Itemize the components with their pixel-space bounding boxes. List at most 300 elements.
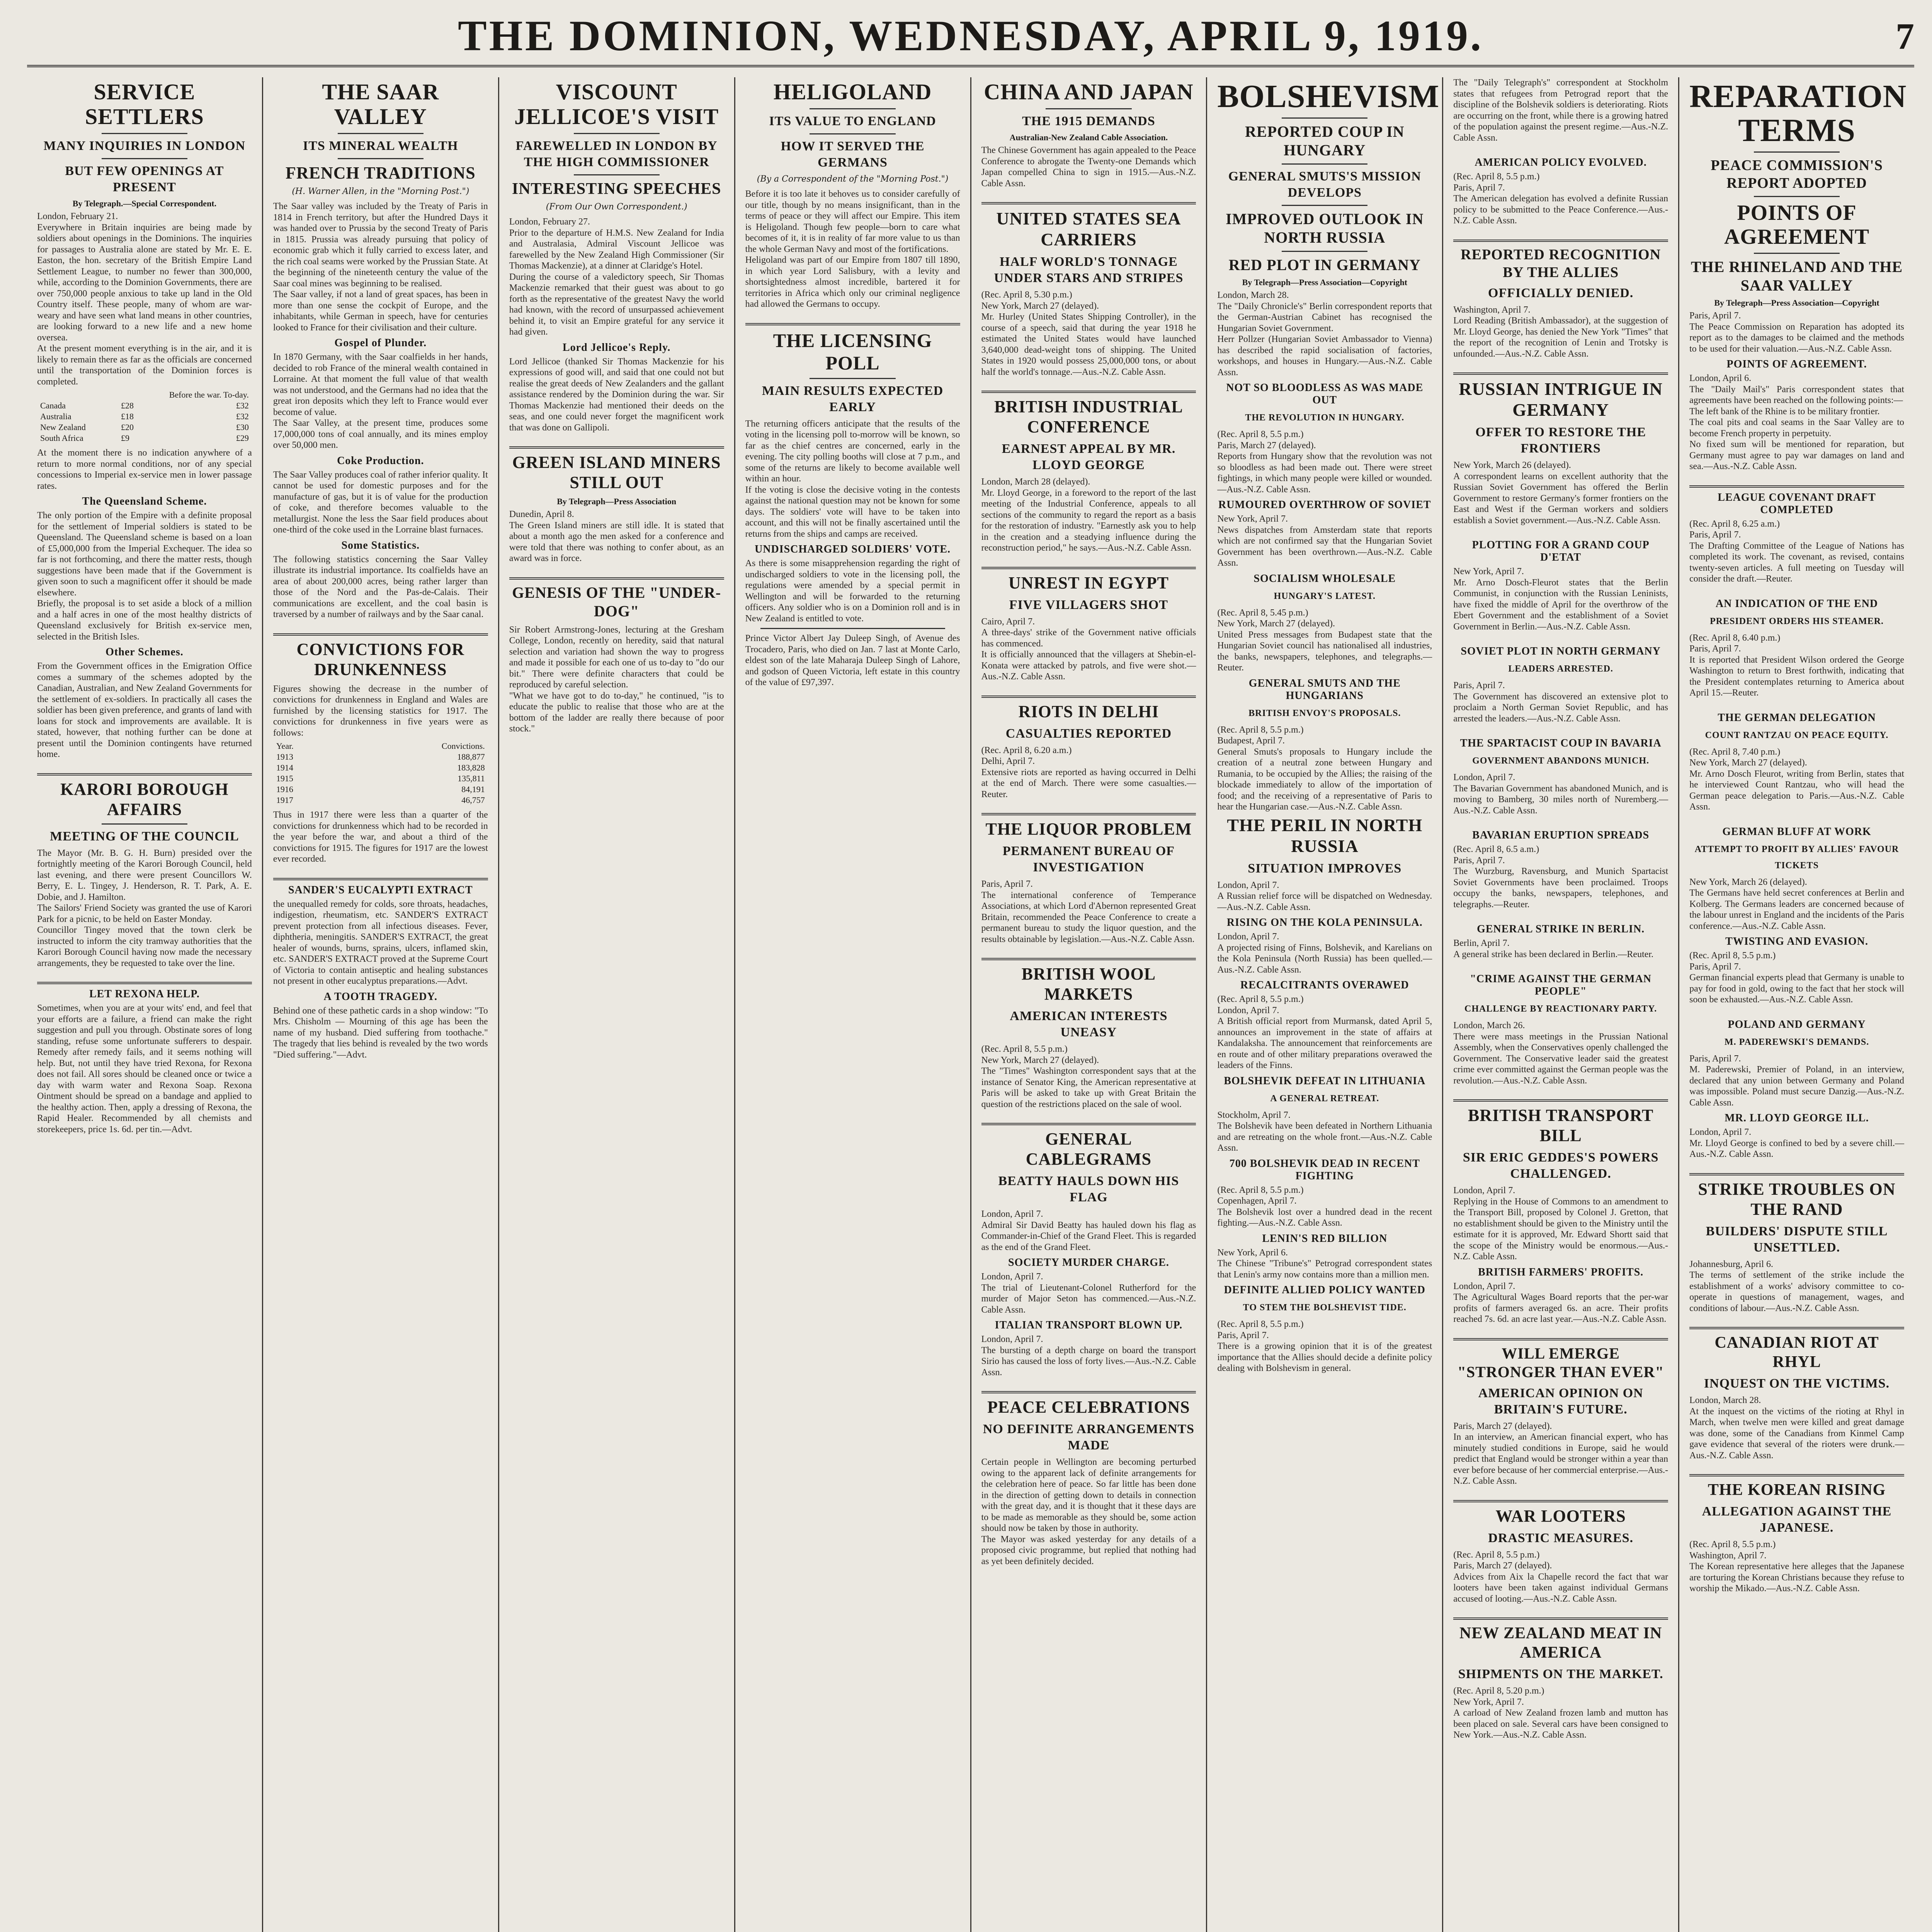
article-industrial-conference [981,397,1196,554]
article-body: (Rec. April 8, 5.5 p.m.) Paris, April 7. The American delegation has evolved a definite Russian policy to be submitted to the Peace Conference.—Aus.-N.Z. Cable Assn. [1453,172,1668,226]
table-cell: 1916 [276,784,293,794]
article-divider [1689,1474,1904,1476]
article-egypt [981,573,1196,682]
table-cell: £18 [121,412,134,421]
rule [574,133,660,134]
article-divider [509,446,724,449]
subheadline: HALF WORLD'S TONNAGE UNDER STARS AND STRIPES [994,255,1184,285]
article-body: (Rec. April 8, 5.5 p.m.) Paris, April 7. German financial experts plead that Germany is unable to pay for food in gold, owing to the fact that her stock will soon be exhausted.—Aus.-N.Z. Cable Assn. [1689,951,1904,1005]
article-poland [1689,1019,1904,1160]
article-body: Johannesburg, April 6. The terms of settlement of the strike include the establishment of a works' advisory committee to co-operate in questions of management, wages, and conditions of labour.—Aus.-N.Z. Cable Assn. [1689,1259,1904,1313]
convictions-table [273,741,488,806]
table-cell: £28 [121,401,134,410]
subheadline: AMERICAN OPINION ON BRITAIN'S FUTURE. [1478,1386,1643,1417]
table-cell: Australia [40,412,71,421]
subheadline: ITS MINERAL WEALTH [303,139,458,153]
article-sea-carriers [981,208,1196,378]
article-divider [1453,1500,1668,1502]
article-divider [1453,1338,1668,1340]
article-reparation [1689,78,1907,472]
headline: REPORTED RECOGNITION BY THE ALLIES [1461,246,1661,281]
table-header-cell: Before the war. To-day. [169,390,249,400]
article-body: The Chinese Government has again appealed to the Peace Conference to abrogate the Twenty-one Demands which Japan compelled China to sign in 1915.—Aus.-N.Z. Cable Assn. [981,145,1199,189]
section-heading: THE SPARTACIST COUP IN BAVARIA [1460,737,1662,749]
subheadline: ALLEGATION AGAINST THE JAPANESE. [1702,1504,1892,1535]
rule [574,174,660,175]
article-body: Paris, March 27 (delayed). In an interview, an American financial expert, who has minutely studied conditions in Europe, said he would predict that England would be stronger within a year than ever before because of her commercial enterprise.—Aus.-N.Z. Cable Assn. [1453,1421,1668,1486]
headline: RUSSIAN INTRIGUE IN GERMANY [1459,379,1663,420]
headline: BOLSHEVISM [1217,78,1440,114]
article-body: (Rec. April 8, 6.5 a.m.) Paris, April 7. The Wurzburg, Ravensburg, and Munich Spartacist Soviet Governments have been proclaimed. Troops occupy the banks, newspapers, telephones, and telegraphs.—Reuter. [1453,844,1668,910]
article-body: Paris, April 7. The Government has discovered an extensive plot to proclaim a North German Soviet Republic, and has arrested the leaders.—Aus.-N.Z. Cable Assn. [1453,680,1668,724]
rule [1754,151,1840,153]
article-body: From the Government offices in the Emigration Office comes a summary of the schemes adopted by the Canadian, Australian, and New Zealand Governments for the settlement of ex-soldiers. In practically all cases the soldier has been given preference, and grants of land with loans for stock and improvements are available. It is stated, however, that nothing further can be done at present until the Dominion contingents have returned home. [37,661,254,759]
headline: RIOTS IN DELHI [1018,702,1159,721]
headline: STRIKE TROUBLES ON THE RAND [1698,1179,1896,1219]
article-body: New York, April 6. The Chinese "Tribune's" Petrograd correspondent states that Lenin's army now contains more than a million men. [1217,1247,1432,1280]
article-under-dog [509,583,724,735]
rule [810,108,895,109]
section-heading: Gospel of Plunder. [334,337,427,349]
subheadline: OFFICIALLY DENIED. [1488,286,1634,300]
subheadline: A GENERAL RETREAT. [1270,1093,1379,1104]
byline: (H. Warner Allen, in the "Morning Post.") [292,187,469,196]
article-body: Paris, April 7. The Peace Commission on Reparation has adopted its report as to the damages to be claimed and the methods to be used for their valuation.—Aus.-N.Z. Cable Assn. [1689,311,1904,354]
section-heading: LENIN'S RED BILLION [1262,1232,1388,1245]
table-cell: Canada [40,401,66,410]
article-liquor [981,819,1196,945]
table-row [37,411,252,422]
article-body: Sir Robert Armstrong-Jones, lecturing at the Gresham College, London, recently on heredity, said that natural selection and variation had shown the way to progress and made it possible for each one of us to-day to "do our bit." There were definite characters that could be reproduced by careful selection. "What we have got to do to-day," he continued, "is to educate the public to realise that those who are at the bottom of the ladder are really there because of poor stock." [509,624,724,734]
article-divider [273,878,488,880]
article-body: London, April 7. The bursting of a depth charge on board the transport Sirio has caused the loss of forty lives.—Aus.-N.Z. Cable Assn. [981,1334,1196,1378]
subheadline: PERMANENT BUREAU OF INVESTIGATION [1002,844,1175,874]
section-heading: Some Statistics. [341,539,420,551]
article-bolshevism [1217,78,1440,1374]
section-heading: NOT SO BLOODLESS AS WAS MADE OUT [1226,382,1423,406]
credit-line: By Telegraph—Press Association—Copyright [1242,277,1408,287]
article-service-settlers [37,80,252,760]
article-divider [981,1123,1196,1125]
subheadline: AMERICAN INTERESTS UNEASY [1010,1009,1168,1039]
subheadline: COUNT RANTZAU ON PEACE EQUITY. [1705,730,1889,740]
article-german-delegation [1689,712,1904,813]
subheadline: BRITISH ENVOY'S PROPOSALS. [1248,708,1401,718]
article-green-island [509,452,724,564]
page-columns [27,77,1914,1932]
article-divider [1689,1327,1904,1329]
article-body: New York, April 7. News dispatches from Amsterdam state that reports which are not confirmed say that the Hungarian Soviet Government has been overthrown.—Aus.-N.Z. Cable Assn. [1217,514,1432,568]
rule [338,158,423,159]
headline: GENERAL CABLEGRAMS [1026,1129,1152,1168]
section-heading: SOVIET PLOT IN NORTH GERMANY [1461,645,1661,657]
table-header-row [273,741,488,752]
column-1 [27,77,262,1932]
rule [810,378,895,379]
article-body: London, March 28 (delayed). Mr. Lloyd George, in a foreword to the report of the last meeting of the Industrial Conference, appeals to all sections of the community to regard the report as a basis for the restoration of industry. "Earnestly ask you to help in the creation and a steadying influence during the reconstruction period," he says.—Aus.-N.Z. Cable Assn. [981,477,1196,553]
section-heading: Coke Production. [337,454,424,467]
article-intro [1453,77,1671,143]
column-7 [1442,77,1678,1932]
byline: (By a Correspondent of the "Morning Post.") [757,174,949,184]
headline: GREEN ISLAND MINERS STILL OUT [512,453,721,492]
article-body: London, April 7. The Agricultural Wages Board reports that the per-war profits of farmers averaged 6s. an acre. Their profits reached 7s. 6d. an acre last year.—Aus.-N.Z. Cable Assn. [1453,1281,1668,1324]
section-heading: RISING ON THE KOLA PENINSULA. [1226,917,1423,929]
subheadline: THE 1915 DEMANDS [1022,114,1155,128]
article-divider [273,633,488,636]
section-heading: ITALIAN TRANSPORT BLOWN UP. [995,1319,1183,1331]
section-heading: DEFINITE ALLIED POLICY WANTED [1224,1284,1426,1296]
article-divider [509,577,724,580]
credit-line: Australian-New Zealand Cable Association. [1009,133,1168,142]
advert-sanders [273,884,488,1061]
subheadline: ATTEMPT TO PROFIT BY ALLIES' FAVOUR TICKETS [1694,844,1899,871]
article-crime [1453,973,1668,1086]
article-body: Thus in 1917 there were less than a quarter of the convictions for drunkenness which had to be recorded in the year before the war, and about a third of the convictions for 1915. The figures for 1917 are the lowest ever recorded. [273,810,490,864]
article-body: Paris, April 7. The international conference of Temperance Associations, at which Lord d'Abernon represented Great Britain, recommended the Peace Conference to create a permanent bureau to study the liquor question, and the results obtainable by legislation.—Aus.-N.Z. Cable Assn. [981,879,1196,944]
rule [1282,251,1367,252]
subheadline: NO DEFINITE ARRANGEMENTS MADE [983,1422,1195,1452]
article-body: (Rec. April 8, 5.30 p.m.) New York, March 27 (delayed). Mr. Hurley (United States Shipping Controller), in the course of a speech, said that during the year 1918 he estimated the United States would have launched 3,640,000 dead-weight tons of shipping. The United States in 1920 would possess 25,000,000 tons, or about half the world's tonnage.—Aus.-N.Z. Cable Assn. [981,290,1196,377]
article-body: London, April 7. Mr. Lloyd George is confined to bed by a severe chill.—Aus.-N.Z. Cable Assn. [1689,1127,1904,1159]
subheadline: BUT FEW OPENINGS AT PRESENT [65,164,224,194]
rule [1754,253,1840,254]
section-heading: The Queensland Scheme. [82,495,207,507]
subheadline: THE REVOLUTION IN HUNGARY. [1245,413,1405,423]
rule [1046,108,1131,109]
section-heading: POINTS OF AGREEMENT. [1726,358,1867,370]
article-rand-strike [1689,1179,1904,1314]
article-heligoland [745,80,960,310]
article-stronger [1453,1344,1668,1487]
subheadline: PRESIDENT ORDERS HIS STEAMER. [1710,616,1884,626]
section-heading: GERMAN BLUFF AT WORK [1722,825,1871,838]
subheadline: PEACE COMMISSION'S REPORT ADOPTED [1711,157,1883,191]
section-heading: PLOTTING FOR A GRAND COUP D'ETAT [1472,539,1650,563]
subheadline: REPORTED COUP IN HUNGARY [1245,123,1405,159]
subheadline: DRASTIC MEASURES. [1488,1531,1634,1545]
headline: CHINA AND JAPAN [984,79,1194,104]
headline: REPARATION TERMS [1689,78,1907,148]
headline: UNREST IN EGYPT [1008,573,1169,592]
article-berlin-strike [1453,923,1668,960]
section-heading: Other Schemes. [105,646,184,658]
subheadline: HOW IT SERVED THE GERMANS [781,139,925,170]
table-header-cell: Year. [276,741,294,751]
article-body: London, April 7. Admiral Sir David Beatty has hauled down his flag as Commander-in-Chief of the Grand Fleet. This is regarded as the end of the Grand Fleet. [981,1209,1196,1252]
rule [1282,205,1367,206]
article-body: The Saar Valley produces coal of rather inferior quality. It cannot be used for domestic purposes and for the manufacture of gas, but it is of value for the production of coke, and therefore becomes valuable to the metallurgist. None the less the Saar field produces about one-third of the coke used in the Lorraine blast furnaces. [273,469,490,535]
advert-body: Sometimes, when you are at your wits' end, and feel that your efforts are a failure, a friend can make the right suggestion and pull you through. Obstinate sores of long standing, refuse some unfortunate sufferers to despair. Remedy after remedy fails, and it seems nothing will help. But, not until they have tried Rexona, for Rexona does not fail. All sores should be cleaned once or twice a day with warm water and Rexona Soap. Rexona Ointment should be spread on a bandage and applied to the healthy action. Then, apply a dressing of Rexona, the Rapid Healer. Recommended by all chemists and storekeepers, price 1s. 6d. per tin.—Advt. [37,1003,254,1134]
subheadline: INTERESTING SPEECHES [512,180,721,198]
subheadline: CHALLENGE BY REACTIONARY PARTY. [1464,1004,1657,1014]
headline: WAR LOOTERS [1495,1506,1626,1526]
rule [760,628,945,629]
table-row [273,795,488,806]
advert-body: Behind one of these pathetic cards in a shop window: "To Mrs. Chisholm — Mourning of this age has been the name of my husband. Died suffering from toothache." The tragedy that lies behind is revealed by the two words "Died suffering."—Advt. [273,1005,490,1060]
article-body: (Rec. April 8, 5.5 p.m.) Budapest, April 7. General Smuts's proposals to Hungary include the creation of a neutral zone between Hungary and Rumania, to be occupied by the Allies; the raising of the blockade immediately to allow of the importation of food; and the receiving of a representative of Paris to hear the Hungarian case.—Aus.-N.Z. Cable Assn. [1217,724,1432,812]
byline: (From Our Own Correspondent.) [546,202,687,212]
section-heading: UNDISCHARGED SOLDIERS' VOTE. [755,543,951,555]
table-row [273,784,488,795]
article-body: London, April 7. Replying in the House of Commons to an amendment to the Transport Bill, proposed by Colonel J. Gretton, that no establishment should be given to the Ministry until the estimate for it is approved, Mr. Edward Shortt said that the scope of the Ministry would be enormous.—Aus.-N.Z. Cable Assn. [1453,1185,1668,1262]
headline: VISCOUNT JELLICOE'S VISIT [514,79,719,129]
subheadline: FRENCH TRADITIONS [285,163,476,182]
article-body: (Rec. April 8, 5.45 p.m.) New York, March 27 (delayed). United Press messages from Budapest state that the Hungarian Soviet council has nationalised all industries, the banks, newspapers, telephones, and telegraphs.—Reuter. [1217,607,1432,673]
article-body: Berlin, April 7. A general strike has been declared in Berlin.—Reuter. [1453,938,1654,959]
table-cell: 188,877 [457,752,485,762]
article-body: New York, March 26 (delayed). The Germans have held secret conferences at Berlin and Kolberg. The Germans leaders are concerned because of the labour unrest in England and the incidents of the Paris conference.—Aus.-N.Z. Cable Assn. [1689,877,1904,931]
article-body: Paris, April 7. M. Paderewski, Premier of Poland, in an interview, declared that any union between Germany and Poland was impossible. Poland must secure Danzig.—Aus.-N.Z. Cable Assn. [1689,1053,1904,1108]
article-body: Lord Jellicoe (thanked Sir Thomas Mackenzie for his expressions of good will, and said that one could not but realise the great deeds of New Zealanders and the gallant assistance rendered by the Dominion during the war. Sir Thomas Mackenzie had mentioned their deeds on the seas, and one could never forget the magnificent work that was done on Gallipoli. [509,356,726,433]
article-body: At the moment there is no indication anywhere of a return to more normal conditions, nor of any special concessions to Imperial ex-service men in lower passage rates. [37,448,254,491]
section-heading: 700 BOLSHEVIK DEAD IN RECENT FIGHTING [1229,1157,1420,1182]
article-divider [981,958,1196,960]
headline: HELIGOLAND [773,79,932,104]
article-rhyl-riot [1689,1333,1904,1461]
table-cell: 1913 [276,752,293,762]
rule [102,133,187,134]
article-german-bluff [1689,826,1904,1005]
subheadline: SITUATION IMPROVES [1248,861,1402,876]
table-cell: £20 [121,422,134,432]
rule [102,158,187,159]
section-heading: AN INDICATION OF THE END [1715,597,1878,610]
rule [810,133,895,134]
article-body: London, March 28. The "Daily Chronicle's" Berlin correspondent reports that the German-Austrian Cabinet has recognised the Hungarian Soviet Government. Herr Pollzer (Hungarian Soviet Ambassador to Vienna) has described the rapid socialisation of factories, workshops, and houses in Hungary.—Aus.-N.Z. Cable Assn. [1217,290,1432,378]
article-body: (Rec. April 8, 5.5 p.m.) Paris, March 27 (delayed). Advices from Aix la Chapelle record the fact that war looters have been taken against individual Germans accused of looting.—Aus.-N.Z. Cable Assn. [1453,1549,1668,1604]
advert-heading: SANDER'S EUCALYPTI EXTRACT [288,884,473,896]
subheadline: EARNEST APPEAL BY MR. LLOYD GEORGE [1002,442,1176,472]
credit-line: By Telegraph—Press Association—Copyright [1714,298,1879,308]
table-row [37,400,252,411]
article-body: (Rec. April 8, 5.5 p.m.) Washington, April 7. The Korean representative here alleges that the Japanese are torturing the Korean Christians because they refuse to worship the Mikado.—Aus.-N.Z. Cable Assn. [1689,1539,1904,1594]
article-divider [745,323,960,325]
table-header-row [37,389,252,400]
article-spartacist [1453,737,1668,816]
article-body: (Rec. April 8, 5.5 p.m.) Copenhagen, April 7. The Bolshevik lost over a hundred dead in the recent fighting.—Aus.-N.Z. Cable Assn. [1217,1185,1432,1228]
article-body: Before it is too late it behoves us to consider carefully of our title, though by no means insignificant, than in the terms of peace or they will affect our Empire. This item is Heligoland. Though few people—born to care what becomes of it, it is in reality of far more value to us than the whole German Navy and most of the fortifications. Heligoland was part of our Empire from 1807 till 1890, in which year Lord Salisbury, with a levity and shortsightedness almost incredible, bartered it for territories in Africa which only our criminal negligence had allowed the Germans to occupy. [745,189,960,309]
table-row [37,433,252,444]
article-convictions [273,639,488,865]
headline: BRITISH WOOL MARKETS [1021,964,1156,1003]
article-divider [1689,1173,1904,1175]
section-heading: THE GERMAN DELEGATION [1718,711,1876,724]
article-body: London, March 26. There were mass meetings in the Prussian National Assembly, when the Conservatives openly challenged the Government. The Conservative leader said the greatest crime ever committed against the German people was the revolution.—Aus.-N.Z. Cable Assn. [1453,1020,1668,1086]
article-body: (Rec. April 8, 5.5 p.m.) Paris, April 7. There is a growing opinion that it is of the greatest importance that the Allies should decide a definite policy dealing with Bolshevism in general. [1217,1319,1432,1373]
subheadline: ITS VALUE TO ENGLAND [769,114,936,128]
credit-line: By Telegraph—Press Association [557,497,677,506]
advert-heading: A TOOTH TRAGEDY. [323,990,437,1003]
article-body: New York, April 7. Mr. Arno Dosch-Fleurot states that the Berlin Communist, in conjunction with the Russian Leninists, have fixed the middle of April for the overthrow of the Ebert Government and the establishment of a Soviet Government in Berlin.—Aus.-N.Z. Cable Assn. [1453,566,1668,632]
article-body: (Rec. April 8, 5.5 p.m.) London, April 7. A British official report from Murmansk, dated April 5, announces an improvement in the state of affairs at Kandalaksha. The announcement that reinforcements are en route and of other military preparations overawed the leaders of the Finns. [1217,994,1432,1070]
headline: BRITISH INDUSTRIAL CONFERENCE [994,397,1183,436]
masthead [27,7,1914,67]
section-heading: GENERAL SMUTS AND THE HUNGARIANS [1248,677,1401,702]
article-body: (Rec. April 8, 6.25 a.m.) Paris, April 7. The Drafting Committee of the League of Nations has completed its work. The covenant, as revised, contains twenty-seven articles. A full meeting on Tuesday will consider the draft.—Reuter. [1689,519,1904,584]
headline: SERVICE SETTLERS [85,79,204,129]
article-recognition [1453,246,1668,360]
table-row [273,762,488,773]
subheadline: CASUALTIES REPORTED [1005,726,1172,741]
subheadline: M. PADEREWSKI'S DEMANDS. [1724,1037,1869,1047]
article-body: As there is some misapprehension regarding the right of undischarged soldiers to vote in the licensing poll, the regulations were amended by a special permit in Wellington and will be forwarded to the returning officers. Any soldier who is on a Dominion roll and is in New Zealand is entitled to vote. [745,558,963,624]
section-heading: Lord Jellicoe's Reply. [562,341,671,354]
section-heading: BOLSHEVIK DEFEAT IN LITHUANIA [1224,1075,1426,1087]
article-body: London, April 7. The Bavarian Government has abandoned Munich, and is moving to Bamberg, 30 miles north of Nuremberg.—Aus.-N.Z. Cable Assn. [1453,772,1668,816]
article-body: The Saar valley was included by the Treaty of Paris in 1814 in French territory, but after the Hundred Days it was handed over to Prussia by the second Treaty of Paris in 1815. Prussia was already pursuing that policy of economic grab which it fully carried to excess later, and the rich coal seams were worked by the Prussian State. At the beginning of the nineteenth century the value of the Saar coal mines was beginning to be realised. The Saar valley, if not a land of great spaces, has been in more than one sense the cockpit of Europe, and the inhabitants, while German in speech, have for centuries looked to France for their civilisation and their culture. [273,201,488,333]
subheadline: OFFER TO RESTORE THE FRONTIERS [1475,425,1646,456]
column-6 [1206,77,1442,1932]
article-body: Washington, April 7. Lord Reading (British Ambassador), at the suggestion of Mr. Lloyd George, has denied the New York "Times" that the report of the recognition of Lenin and Trotsky is unfounded.—Aus.-N.Z. Cable Assn. [1453,304,1668,359]
section-heading: BRITISH FARMERS' PROFITS. [1478,1266,1644,1278]
article-licensing-poll [745,329,963,688]
table-cell: South Africa [40,433,83,443]
article-divider [1453,372,1668,375]
column-2 [262,77,498,1932]
headline: THE LIQUOR PROBLEM [985,820,1192,838]
article-body: (Rec. April 8, 5.5 p.m.) Paris, March 27 (delayed). Reports from Hungary show that the revolution was not so bloodless as had been made out. There were street fightings, in which many people were killed or wounded.—Aus.-N.Z. Cable Assn. [1217,429,1432,495]
advert-heading: LET REXONA HELP. [89,988,200,1000]
table-row [37,422,252,433]
subheadline: BEATTY HAULS DOWN HIS FLAG [998,1174,1179,1204]
article-divider [981,202,1196,204]
table-cell: 135,811 [457,774,485,783]
section-heading: AMERICAN POLICY EVOLVED. [1475,156,1647,168]
table-cell: 1915 [276,774,293,783]
section-heading: TWISTING AND EVASION. [1725,935,1868,947]
article-body: London, February 21. Everywhere in Britain inquiries are being made by soldiers about openings in the Dominions. The inquiries for passages to Australia alone are stated by Mr. E. E. Easton, the hon. secretary of the British Empire Land Settlement League, to number no fewer than 300,000, while, according to the Dominion Governments, there are over 750,000 people anxious to take up land in the Old Country itself. These people, many of whom are war-weary and have seen what land means in other countries, are looking forward to a new life and a new home oversea. At the present moment everything is in the air, and it is likely to remain there as far as the officials are concerned until the transportation of the Dominion forces is completed. [37,211,252,387]
column-3 [498,77,734,1932]
section-heading: SOCIETY MURDER CHARGE. [1008,1257,1169,1269]
article-korean-rising [1689,1480,1904,1594]
table-header-cell [37,389,118,400]
article-body: Dunedin, April 8. The Green Island miners are still idle. It is stated that about a month ago the men asked for a conference and were told that there was nothing to confer about, as an award was in force. [509,509,724,563]
section-heading: POLAND AND GERMANY [1728,1018,1866,1031]
rule [1282,117,1367,119]
table-cell: £29 [236,433,249,443]
section-heading: RUMOURED OVERTHROW OF SOVIET [1218,499,1431,511]
table-row [273,773,488,784]
article-body: (Rec. April 8, 5.20 p.m.) New York, April 7. A carload of New Zealand frozen lamb and mutton has been placed on sale. Several cars have been consigned to New York.—Aus.-N.Z. Cable Assn. [1453,1686,1668,1740]
rule [1282,163,1367,165]
article-league-covenant [1689,492,1904,585]
article-divider [1453,240,1668,242]
article-divider [37,982,252,984]
subheadline: SHIPMENTS ON THE MARKET. [1458,1667,1663,1681]
article-transport-bill [1453,1105,1668,1325]
headline: WILL EMERGE "STRONGER THAN EVER" [1457,1344,1664,1381]
article-cablegrams [981,1129,1196,1378]
headline: THE PERIL IN NORTH RUSSIA [1227,815,1423,856]
article-body: New York, March 26 (delayed). A correspondent learns on excellent authority that the Russian Soviet Government has offered the Berlin Government to restore Germany's former frontiers on the East and West if the German workers and soldiers establish a Soviet government.—Aus.-N.Z. Cable Assn. [1453,460,1668,526]
article-soviet-plot [1453,645,1668,724]
article-body: Certain people in Wellington are becoming perturbed owing to the apparent lack of definite arrangements for the celebration here of peace. So far little has been done in the direction of getting down to details in connection with the great day, and it is thought that it these days are to be made as memorable as they should be, some action should now be taken by those in authority. The Mayor was asked yesterday for any details of a proposed civic programme, but replied that nothing had as yet been definitely decided. [981,1457,1196,1566]
article-coup-detat [1453,539,1668,632]
article-body: The "Daily Telegraph's" correspondent at Stockholm states that refugees from Petrograd report that the discipline of the Bolshevik soldiers is deteriorating. Riots are occurring on the front, while there is a growing hatred of the population against the present regime.—Aus.-N.Z. Cable Assn. [1453,78,1671,143]
page-number: 7 [1896,15,1914,57]
article-body: Cairo, April 7. A three-days' strike of the Government native officials has commenced. It is officially announced that the villagers at Shebin-el-Konata were attacked by patrols, and five were shot.—Aus.-N.Z. Cable Assn. [981,616,1196,682]
article-body: The only portion of the Empire with a definite proposal for the settlement of Imperial soldiers is stated to be Queensland. The Queensland scheme is based on a loan of £5,000,000 from the Imperial Exchequer. The idea so far is not forthcoming, and there the matter rests, though suggestions have been made that if the Government is given soon to such a magnificent offer it should be made elsewhere. Briefly, the proposal is to set aside a block of a million and a half acres in one of the most healthy districts of Queensland exclusively for British ex-service men, selected in the British Isles. [37,510,252,642]
subheadline: IMPROVED OUTLOOK IN NORTH RUSSIA [1226,210,1424,246]
article-divider [981,696,1196,698]
subheadline: MAIN RESULTS EXPECTED EARLY [762,383,944,414]
subheadline: BUILDERS' DISPUTE STILL UNSETTLED. [1706,1224,1888,1255]
table-cell: £32 [236,412,249,421]
section-heading: BAVARIAN ERUPTION SPREADS [1472,829,1650,841]
subheadline: INQUEST ON THE VICTIMS. [1704,1376,1890,1391]
article-war-looters [1453,1506,1668,1605]
section-heading: SOCIALISM WHOLESALE [1253,572,1396,585]
headline: GENESIS OF THE "UNDER-DOG" [512,583,721,620]
headline: PEACE CELEBRATIONS [987,1398,1190,1417]
article-peace-celebrations [981,1397,1196,1567]
headline: THE KOREAN RISING [1708,1481,1886,1499]
subheadline: GENERAL SMUTS'S MISSION DEVELOPS [1228,169,1421,200]
headline: UNITED STATES SEA CARRIERS [996,209,1181,249]
article-body: Stockholm, April 7. The Bolshevik have been defeated in Northern Lithuania and are retreating on the whole front.—Aus.-N.Z. Cable Assn. [1217,1110,1432,1153]
article-body: In 1870 Germany, with the Saar coalfields in her hands, decided to rob France of the mineral wealth contained in Lorraine. At that moment the full value of that wealth was not understood, and the Germans had no idea that the great iron deposits which they left to France would ever become of value. The Saar Valley, at the present time, produces some 17,000,000 tons of coal annually, and its mines employ over 50,000 men. [273,352,488,450]
article-body: (Rec. April 8, 6.20 a.m.) Delhi, April 7. Extensive riots are reported as having occurred in Delhi at the end of March. There were some casualties.—Reuter. [981,745,1196,799]
article-body: Prince Victor Albert Jay Duleep Singh, of Avenue des Trocadero, Paris, who died on Jan. 7 last at Monte Carlo, eldest son of the late Maharaja Duleep Singh of Lahore, and godson of Queen Victoria, left estate in this country of the value of £97,397. [745,633,963,687]
article-divider [981,1391,1196,1393]
section-heading: GENERAL STRIKE IN BERLIN. [1477,923,1645,935]
article-divider [37,773,252,776]
article-bavarian [1453,829,1668,910]
article-china-japan [981,79,1199,189]
rule [102,823,187,825]
subheadline: FIVE VILLAGERS SHOT [1009,597,1168,612]
section-heading: RECALCITRANTS OVERAWED [1240,979,1409,991]
subheadline: RED PLOT IN GERMANY [1228,256,1421,274]
article-body: Figures showing the decrease in the number of convictions for drunkenness in England and Wales are furnished by the licensing statistics for 1917. The convictions for drunkenness in five years were as follows: [273,684,490,738]
subheadline: GOVERNMENT ABANDONS MUNICH. [1472,756,1650,766]
table-cell: £9 [121,433,130,443]
section-heading: "CRIME AGAINST THE GERMAN PEOPLE" [1470,973,1652,997]
article-divider [1453,1099,1668,1102]
article-divider [1453,1617,1668,1620]
rule [338,133,423,134]
table-row [273,752,488,762]
advert-rexona [37,988,252,1135]
article-body: The Mayor (Mr. B. G. H. Burn) presided over the fortnightly meeting of the Karori Borough Council, held last evening, and there were present Councillors W. Berry, E. L. Tingey, J. Henderson, R. T. Park, A. E. Dobie, and J. Hamilton. The Sailors' Friend Society was granted the use of Karori Park for a picnic, to be held on Easter Monday. Councillor Tingey moved that the town clerk be instructed to inform the city tramway authorities that the Karori Borough Council having now made the necessary arrangements, they be requested to take over the line. [37,848,252,968]
subheadline: MEETING OF THE COUNCIL [50,829,239,844]
subheadline: THE RHINELAND AND THE SAAR VALLEY [1690,258,1903,294]
table-cell: 1917 [276,795,293,805]
article-wool [981,964,1196,1110]
article-body: London, April 7. A projected rising of Finns, Bolshevik, and Karelians on the Kola Peninsula (North Russia) has been quelled.—Aus.-N.Z. Cable Assn. [1217,932,1432,975]
column-8 [1678,77,1914,1932]
article-end-indication [1689,598,1904,699]
table-cell: £30 [236,422,249,432]
article-body: (Rec. April 8, 6.40 p.m.) Paris, April 7. It is reported that President Wilson ordered the George Washington to return to Brest forthwith, indicating that the President contemplates returning to America about April 15.—Reuter. [1689,633,1904,698]
article-saar-valley [273,80,488,620]
column-4 [734,77,970,1932]
headline: BRITISH TRANSPORT BILL [1468,1106,1654,1145]
rule [1754,196,1840,197]
subheadline: SIR ERIC GEDDES'S POWERS CHALLENGED. [1463,1150,1659,1181]
table-cell: 84,191 [461,784,485,794]
subheadline: FAREWELLED IN LONDON BY THE HIGH COMMISSIONER [515,139,718,169]
article-body: London, April 7. The trial of Lieutenant-Colonel Rutherford for the murder of Major Seton has commenced.—Aus.-N.Z. Cable Assn. [981,1272,1196,1315]
article-body: The returning officers anticipate that the results of the voting in the licensing poll to-morrow will be known, so far as the chief centres are concerned, early in the evening. The city polling booths will close at 7 p.m., and some of the returns are likely to become available well within an hour. If the voting is close the decisive voting in the contests against the national question may not be known for some days. The soldiers' vote will have to be taken into account, and this will not be finally ascertained until the returns from the ships and camps are received. [745,418,960,539]
table-cell: 1914 [276,763,293,772]
headline: CANADIAN RIOT AT RHYL [1714,1334,1879,1371]
article-russian-intrigue [1453,379,1668,526]
table-cell: 183,828 [457,763,485,772]
article-body: London, April 7. A Russian relief force will be dispatched on Wednesday.—Aus.-N.Z. Cable Assn. [1217,880,1432,912]
article-body: London, February 27. Prior to the departure of H.M.S. New Zealand for India and Australasia, Admiral Viscount Jellicoe was farewelled by the New Zealand High Commissioner (Sir Thomas Mackenzie), at a dinner at Claridge's Hotel. During the course of a valedictory speech, Sir Thomas Mackenzie remarked that their guest was about to go forth as the representative of the greatest Navy the world had known, with the record of unsurpassed achievement behind it, to visit an Empire grateful for any service it had given. [509,217,724,337]
